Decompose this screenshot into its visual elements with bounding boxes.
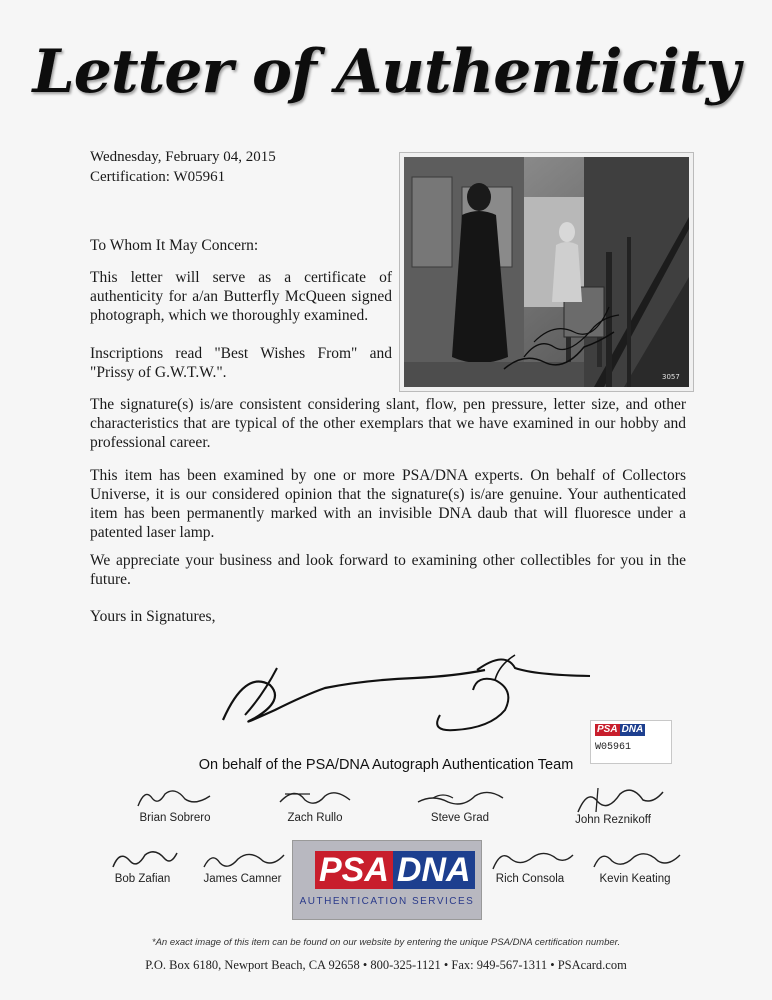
member-signature: [198, 845, 288, 873]
member-name: James Camner: [203, 873, 282, 885]
team-member: [410, 784, 510, 824]
team-member: [548, 784, 678, 826]
dna-logo-text: DNA: [621, 724, 644, 735]
team-member: [120, 784, 230, 824]
paragraph-examination: This item has been examined by one or more PSA/DNA experts. On behalf of Collectors Universe, it is our considered opinion that the signature(s) is/are genuine. Your authenticated item has been permanently marked with an invisible DNA daub that will fluoresce under a patented laser lamp.: [90, 467, 686, 541]
team-member: [265, 784, 365, 824]
member-signature: [558, 784, 668, 814]
team-member: [585, 845, 685, 885]
footer-disclaimer: *An exact image of this item can be found on our website by entering the unique PSA/DNA certification number.: [151, 937, 621, 948]
member-signature: [485, 845, 575, 873]
member-name: Rich Consola: [495, 873, 565, 885]
team-member: [100, 845, 185, 885]
label-cert-number: W05961: [595, 742, 632, 753]
member-signature: [270, 784, 360, 812]
signed-photograph: [400, 153, 693, 391]
closing: Yours in Signatures,: [90, 608, 216, 625]
letter-date: Wednesday, February 04, 2015: [90, 149, 276, 165]
member-name: Steve Grad: [430, 812, 490, 824]
frame-number: 3057: [662, 373, 680, 381]
badge-psa-text: PSA: [315, 851, 393, 889]
psa-dna-logo: [595, 724, 645, 736]
team-member: [195, 845, 290, 885]
member-signature: [413, 784, 508, 812]
paragraph-appreciation: We appreciate your business and look forward to examining other collectibles for you in the future.: [90, 552, 686, 588]
member-name: Zach Rullo: [287, 812, 343, 824]
paragraph-consistency: The signature(s) is/are consistent considering slant, flow, pen pressure, letter size, and other characteristics that are typical of the other exemplars that we have examined in our hobby and professional career.: [90, 396, 686, 451]
team-member: [480, 845, 580, 885]
badge-logo: [315, 851, 475, 889]
title-text: Letter of Authenticity: [32, 37, 740, 107]
member-signature: [105, 845, 180, 873]
member-name: Kevin Keating: [599, 873, 671, 885]
letter-title: [0, 10, 772, 130]
member-name: Brian Sobrero: [139, 812, 211, 824]
member-signature: [588, 845, 683, 873]
member-signature: [130, 784, 220, 812]
team-heading: On behalf of the PSA/DNA Autograph Authentication Team: [198, 757, 574, 773]
letter-meta: [90, 147, 276, 187]
certification-number: Certification: W05961: [90, 169, 226, 185]
greeting: To Whom It May Concern:: [90, 237, 259, 254]
member-name: John Reznikoff: [575, 814, 651, 826]
member-name: Bob Zafian: [114, 873, 171, 885]
authenticator-signature: [215, 640, 595, 735]
paragraph-inscriptions: Inscriptions read "Best Wishes From" and "Prissy of G.W.T.W.".: [90, 345, 392, 381]
psa-dna-authentication-badge: [292, 840, 482, 920]
badge-dna-text: DNA: [393, 851, 475, 889]
paragraph-intro: This letter will serve as a certificate of authenticity for a/an Butterfly McQueen signed photograph, which we thoroughly examined.: [90, 269, 392, 324]
badge-subtitle: AUTHENTICATION SERVICES: [299, 896, 475, 907]
psa-logo-text: PSA: [597, 724, 618, 735]
footer-address: P.O. Box 6180, Newport Beach, CA 92658 • 800-325-1121 • Fax: 949-567-1311 • PSAcard.com: [145, 958, 627, 972]
